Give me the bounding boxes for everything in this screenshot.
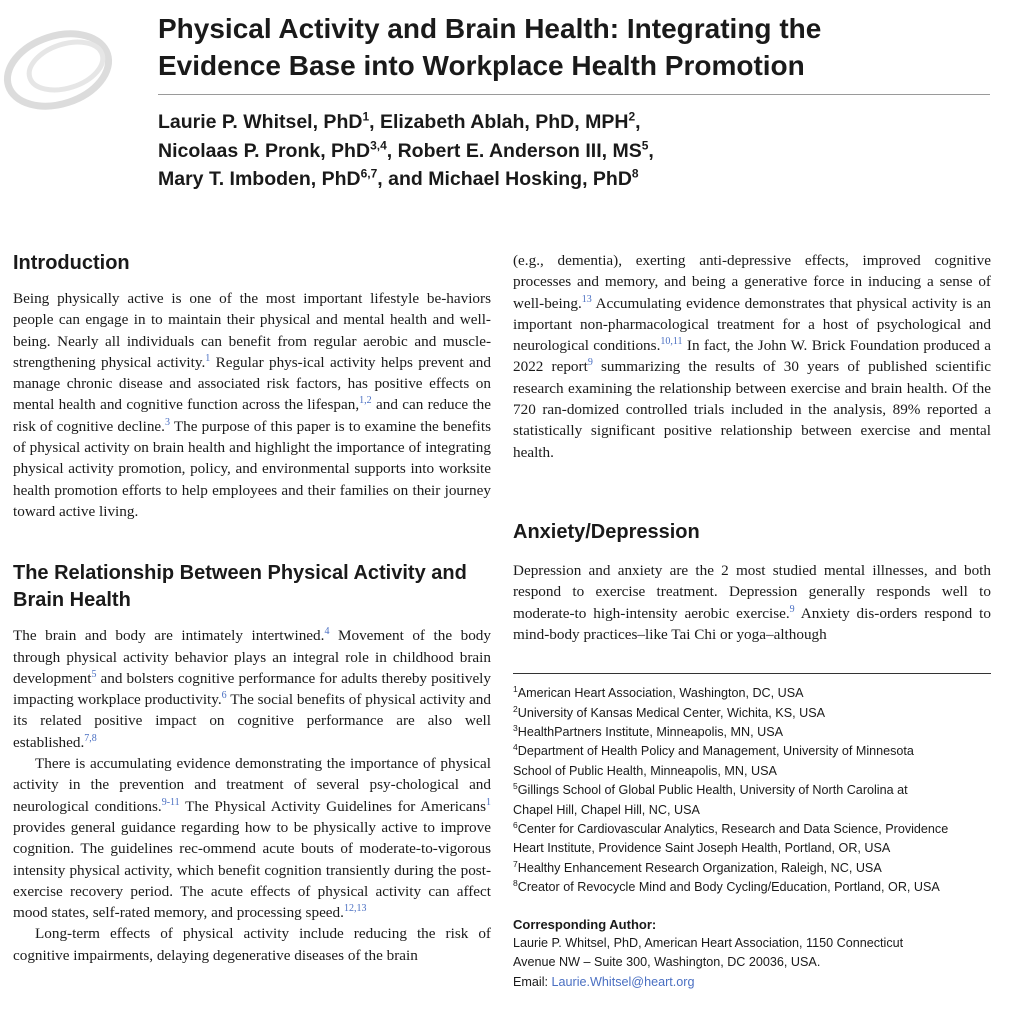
affiliations-list bbox=[513, 684, 991, 897]
journal-logo bbox=[0, 0, 160, 130]
right-column bbox=[513, 250, 991, 992]
affiliation-item: $^4$Department of Health Policy and Management, University of Minnesota bbox=[513, 742, 914, 759]
citation-link[interactable]: 1 bbox=[486, 796, 492, 808]
author-name: Robert E. Anderson III, MS bbox=[397, 139, 642, 162]
affiliation-item: $^7$Healthy Enhancement Research Organization, Raleigh, NC, USA bbox=[513, 858, 882, 875]
intro-paragraph: Being physically active is one of the most important lifestyle be-haviors people can engage in to maintain their physical and mental health and well-being. Nearly all individuals can benefit from regular aerobic and muscle-strengthening physical activity.$^1$ Regular phys-ical activity helps prevent and manage chronic disease and associated risk factors, has positive effects on mental health and cognitive function across the lifespan,$^{1,2}$ and can reduce the risk of cognitive decline.$^3$ The purpose of this paper is to examine the benefits of physical activity on brain health and highlight the importance of integrating physical activity promotion, policy, and environmental supports into worksite health promotion efforts to help employees and their families on their journey toward active living. bbox=[13, 290, 492, 520]
affiliation-item: $^1$American Heart Association, Washington, DC, USA bbox=[513, 683, 804, 701]
affiliation-item: $^6$Center for Cardiovascular Analytics, Research and Data Science, Providence bbox=[513, 819, 949, 836]
left-column bbox=[13, 250, 491, 966]
citation-link[interactable]: 10,11 bbox=[660, 336, 683, 348]
citation-link[interactable]: 3 bbox=[164, 416, 170, 428]
title-line-1: Physical Activity and Brain Health: Integrating the bbox=[158, 13, 822, 44]
relationship-paragraph-2: There is accumulating evidence demonstrating the importance of physical activity in the prevention and treatment of several psy-chological and neurological conditions.$^{9-11}$ The Physical Activity Guidelines for Americans$^1$ provides general guidance regarding how to be physically active to improve cognition. The guidelines rec-ommend acute bouts of moderate-to-vigorous intensity physical activity, which benefit cognition transiently during the post-exercise recovery period. The acute effects of physical activity can affect mood states, self-rated memory, and processing speed.$^{12,13}$ bbox=[13, 755, 492, 922]
author-name: Michael Hosking, PhD bbox=[428, 168, 632, 190]
affiliation-item: $^3$HealthPartners Institute, Minneapolis, MN, USA bbox=[513, 722, 784, 739]
citation-link[interactable]: 6 bbox=[221, 690, 227, 702]
anxiety-paragraph: Depression and anxiety are the 2 most studied mental illnesses, and both respond to exercise treatment. Depression generally responds well to moderate-to high-intensity aerobic exercise.$^9$ Anxiety dis-orders respond to mind-body practices–like Tai Chi or yoga–although bbox=[513, 561, 991, 643]
article-title bbox=[158, 10, 998, 84]
section-heading-relationship: The Relationship Between Physical Activity and Brain Health bbox=[13, 562, 467, 612]
author-name: Elizabeth Ablah, PhD, MPH bbox=[379, 111, 629, 133]
corresponding-heading: Corresponding Author: bbox=[513, 916, 657, 932]
continued-paragraph: (e.g., dementia), exerting anti-depressive effects, improved cognitive processes and memory, and being a generative force in inducing a sense of well-being.$^{13}$ Accumulating evidence demonstrates that physical activity is an important non-pharmacological treatment for a host of psychological and neurological conditions.$^{10,11}$ In fact, the John W. Brick Foundation produced a 2022 report$^9$ summarizing the results of 30 years of published scientific research examining the relationship between exercise and brain health. Of the 720 ran-domized controlled trials included in the analysis, 89% reported a statistically significant positive relationship between exercise and mental health. bbox=[513, 252, 992, 461]
corresponding-line-2: Avenue NW – Suite 300, Washington, DC 20036, USA. bbox=[513, 955, 821, 970]
relationship-paragraph-3: Long-term effects of physical activity include reducing the risk of cognitive impairments, delaying degenerative diseases of the brain bbox=[13, 925, 491, 964]
citation-link[interactable]: 9 bbox=[587, 357, 593, 369]
author-affiliation-sup: 8 bbox=[631, 166, 639, 181]
author-name: Mary T. Imboden, PhD bbox=[158, 168, 361, 190]
relationship-paragraph-1: The brain and body are intimately intertwined.$^4$ Movement of the body through physical activity behavior plays an integral role in childhood brain development$^5$ and bolsters cognitive performance for adults thereby positively impacting workplace productivity.$^6$ The social benefits of physical activity and its related positive impact on cognitive performance are also well established.$^{7,8}$ bbox=[13, 626, 491, 751]
section-heading-introduction: Introduction bbox=[13, 252, 130, 274]
author-line-2: Nicolaas P. Pronk, PhD$^{3,4}$, Robert E. Anderson III, $MS^5$, bbox=[158, 138, 654, 162]
author-affiliation-sup: 2 bbox=[628, 109, 636, 124]
title-line-2: Evidence Base into Workplace Health Promotion bbox=[158, 50, 805, 81]
email-link[interactable]: Laurie.Whitsel@heart.org bbox=[551, 974, 695, 989]
corresponding-author bbox=[513, 915, 991, 993]
citation-link[interactable]: 5 bbox=[91, 668, 97, 680]
author-affiliation-sup: 5 bbox=[641, 138, 649, 152]
corresponding-email-line: Email: Laurie.Whitsel@heart.org bbox=[513, 974, 695, 989]
citation-link[interactable]: 1 bbox=[205, 352, 211, 364]
section-heading-anxiety: Anxiety/Depression bbox=[513, 520, 700, 543]
affiliation-item: $^2$University of Kansas Medical Center, Wichita, KS, USA bbox=[513, 703, 825, 720]
author-affiliation-sup: 1 bbox=[362, 109, 370, 124]
author-line-1: Laurie P. Whitsel, PhD$^1$, Elizabeth Ablah, PhD, MPH$^2$, bbox=[158, 109, 641, 133]
citation-link[interactable]: 9 bbox=[789, 603, 795, 615]
citation-link[interactable]: 12,13 bbox=[343, 903, 367, 915]
title-divider bbox=[158, 94, 990, 95]
citation-link[interactable]: 1,2 bbox=[359, 395, 372, 407]
author-affiliation-sup: 3,4 bbox=[370, 138, 387, 152]
author-list bbox=[158, 108, 998, 194]
affiliation-item-cont: Heart Institute, Providence Saint Joseph Health, Portland, OR, USA bbox=[513, 841, 891, 856]
author-affiliation-sup: 6,7 bbox=[360, 166, 378, 181]
affiliation-item-cont: School of Public Health, Minneapolis, MN, USA bbox=[513, 763, 777, 778]
affiliation-item: $^5$Gillings School of Global Public Health, University of North Carolina at bbox=[513, 781, 908, 798]
affiliation-item-cont: Chapel Hill, Chapel Hill, NC, USA bbox=[513, 802, 700, 817]
author-name: Nicolaas P. Pronk, PhD bbox=[158, 139, 371, 162]
citation-link[interactable]: 7,8 bbox=[84, 732, 97, 744]
author-name: Laurie P. Whitsel, PhD bbox=[158, 111, 363, 133]
citation-link[interactable]: 9-11 bbox=[161, 796, 180, 808]
author-line-3: Mary T. Imboden, PhD$^{6,7}$, and Michael Hosking, PhD$^8$ bbox=[158, 166, 639, 190]
footnote-divider bbox=[513, 673, 991, 674]
citation-link[interactable]: 13 bbox=[581, 293, 592, 305]
affiliation-item: $^8$Creator of Revocycle Mind and Body Cycling/Education, Portland, OR, USA bbox=[513, 878, 940, 895]
corresponding-line-1: Laurie P. Whitsel, PhD, American Heart Association, 1150 Connecticut bbox=[513, 936, 904, 951]
citation-link[interactable]: 4 bbox=[324, 626, 330, 638]
